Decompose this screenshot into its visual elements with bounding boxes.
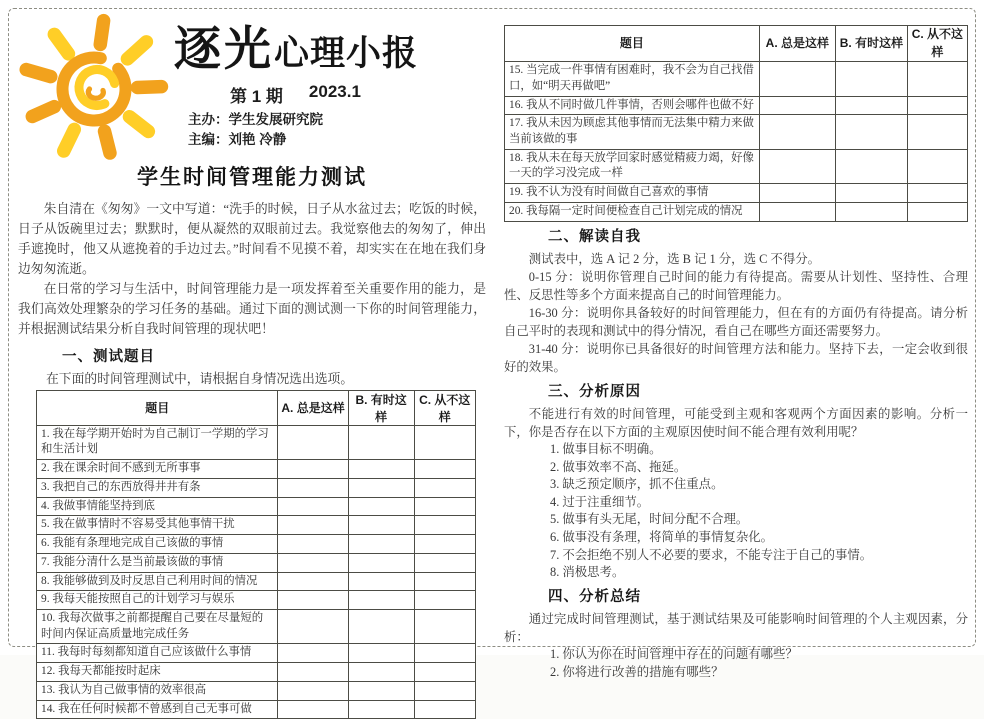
- left-column: [18, 13, 486, 715]
- answer-cell: [278, 700, 348, 719]
- question-text: 4. 我做事情能坚持到底: [37, 497, 278, 516]
- host-line: 主办：学生发展研究院: [188, 112, 323, 127]
- question-text: 13. 我认为自己做事情的效率很高: [37, 681, 278, 700]
- question-row: [37, 460, 476, 479]
- question-table-right: [504, 25, 968, 222]
- interpret-paragraph: 0-15 分：说明你管理自己时间的能力有待提高。需要从计划性、坚持性、合理性、反思性等多个方面来提高自己的时间管理能力。: [504, 269, 968, 303]
- interpret-paragraph: 31-40 分：说明你已具备很好的时间管理方法和能力。坚持下去，一定会收到很好的效果。: [504, 342, 968, 375]
- answer-cell: [759, 184, 835, 203]
- answer-cell: [348, 460, 414, 479]
- question-text: 8. 我能够做到及时反思自己利用时间的情况: [37, 572, 278, 591]
- answer-cell: [414, 425, 475, 459]
- cause-item: 6. 做事没有条理，将简单的事情复杂化。: [550, 529, 774, 544]
- page-content: [18, 13, 968, 715]
- answer-cell: [759, 96, 835, 115]
- answer-cell: [907, 96, 967, 115]
- question-text: 11. 我每时每刻都知道自己应该做什么事情: [37, 644, 278, 663]
- question-text: 7. 我能分清什么是当前最该做的事情: [37, 553, 278, 572]
- answer-cell: [836, 115, 908, 149]
- column-header-option: B. 有时这样: [348, 390, 414, 425]
- question-row: [37, 572, 476, 591]
- question-text: 1. 我在每学期开始时为自己制订一学期的学习和生活计划: [37, 425, 278, 459]
- summary-item: 1. 你认为你在时间管理中存在的问题有哪些？: [550, 647, 798, 662]
- question-table-left: [36, 390, 476, 719]
- newsletter-title: [174, 22, 419, 75]
- question-row: [37, 663, 476, 682]
- answer-cell: [836, 62, 908, 96]
- column-header-option: C. 从不这样: [907, 26, 967, 62]
- answer-cell: [278, 591, 348, 610]
- question-row: [37, 478, 476, 497]
- question-text: 5. 我在做事情时不容易受其他事情干扰: [37, 516, 278, 535]
- cause-item: 5. 做事有头无尾，时间分配不合理。: [550, 512, 749, 527]
- answer-cell: [836, 184, 908, 203]
- cause-item: 2. 做事效率不高、拖延。: [550, 459, 687, 474]
- question-row: [37, 610, 476, 644]
- question-row: [37, 516, 476, 535]
- answer-cell: [836, 202, 908, 221]
- column-header-option: C. 从不这样: [414, 390, 475, 425]
- answer-cell: [414, 610, 475, 644]
- summary-intro: 通过完成时间管理测试，基于测试结果及可能影响时间管理的个人主观因素，分析：: [504, 611, 968, 645]
- brand-text: 逐光: [174, 22, 274, 75]
- question-text: 12. 我每天都能按时起床: [37, 663, 278, 682]
- answer-cell: [414, 591, 475, 610]
- cause-item: 8. 消极思考。: [550, 565, 625, 580]
- answer-cell: [414, 553, 475, 572]
- answer-cell: [348, 497, 414, 516]
- answer-cell: [278, 644, 348, 663]
- section-heading-causes: 三、分析原因: [548, 383, 641, 400]
- question-row: [37, 497, 476, 516]
- answer-cell: [414, 478, 475, 497]
- question-row: [505, 184, 968, 203]
- question-row: [505, 96, 968, 115]
- column-header-option: B. 有时这样: [836, 26, 908, 62]
- question-text: 3. 我把自己的东西放得井井有条: [37, 478, 278, 497]
- column-header-question: 题目: [505, 26, 760, 62]
- answer-cell: [278, 460, 348, 479]
- question-text: 10. 我每次做事之前都提醒自己要在尽量短的时间内保证高质量地完成任务: [37, 610, 278, 644]
- answer-cell: [414, 663, 475, 682]
- interpret-paragraphs: [504, 250, 968, 377]
- question-text: 2. 我在课余时间不感到无所事事: [37, 460, 278, 479]
- answer-cell: [348, 644, 414, 663]
- answer-cell: [348, 700, 414, 719]
- column-header-option: A. 总是这样: [278, 390, 348, 425]
- cause-item-list: [504, 441, 968, 582]
- interpret-paragraph: 16-30 分：说明你具备较好的时间管理能力，但在有的方面仍有待提高。请分析自己平时的表现和测试中的得分情况，看自己在哪些方面还需要努力。: [504, 306, 968, 339]
- answer-cell: [414, 644, 475, 663]
- cause-item: 4. 过于注重细节。: [550, 494, 650, 509]
- answer-cell: [348, 572, 414, 591]
- question-text: 14. 我在任何时候都不曾感到自己无事可做: [37, 700, 278, 719]
- intro-paragraph-1: 朱自清在《匆匆》一文中写道：“洗手的时候，日子从水盆过去；吃饭的时候，日子从饭碗里过去；默默时，便从凝然的双眼前过去。我觉察他去的匆匆了，伸出手遮挽时，他又从遮挽着的手边过去。”时间看不见摸不着，却实实在在地在我们身边匆匆流逝。: [18, 202, 486, 276]
- interpret-paragraph: 测试表中，选 A 记 2 分，选 B 记 1 分，选 C 不得分。: [528, 251, 820, 266]
- answer-cell: [759, 62, 835, 96]
- answer-cell: [278, 497, 348, 516]
- section-heading-interpret: 二、解读自我: [548, 228, 641, 245]
- table-header-row: [505, 26, 968, 62]
- question-text: 6. 我能有条理地完成自己该做的事情: [37, 535, 278, 554]
- intro-paragraph-2: 在日常的学习与生活中，时间管理能力是一项发挥着至关重要作用的能力，是我们高效处理繁杂的学习任务的基础。通过下面的测试测一下你的时间管理能力，并根据测试结果分析自我时间管理的现状吧！: [18, 281, 486, 336]
- answer-cell: [836, 149, 908, 183]
- section-heading-test-items: 一、测试题目: [62, 348, 155, 365]
- answer-cell: [348, 610, 414, 644]
- answer-cell: [907, 184, 967, 203]
- answer-cell: [348, 681, 414, 700]
- question-row: [505, 62, 968, 96]
- answer-cell: [348, 478, 414, 497]
- answer-cell: [348, 663, 414, 682]
- answer-cell: [278, 572, 348, 591]
- answer-cell: [414, 700, 475, 719]
- column-header-option: A. 总是这样: [759, 26, 835, 62]
- answer-cell: [759, 149, 835, 183]
- question-row: [37, 644, 476, 663]
- answer-cell: [414, 460, 475, 479]
- answer-cell: [278, 663, 348, 682]
- answer-cell: [907, 115, 967, 149]
- table-header-row: [37, 390, 476, 425]
- question-text: 19. 我不认为没有时间做自己喜欢的事情: [505, 184, 760, 203]
- answer-cell: [414, 681, 475, 700]
- answer-cell: [414, 572, 475, 591]
- title-rest-text: 心理小报: [274, 34, 419, 73]
- question-row: [37, 535, 476, 554]
- summary-item-list: [504, 646, 968, 681]
- cause-item: 7. 不会拒绝不别人不必要的要求，不能专注于自己的事情。: [550, 547, 873, 562]
- issue-number: 第 1 期: [230, 87, 283, 106]
- question-row: [505, 149, 968, 183]
- answer-cell: [278, 553, 348, 572]
- answer-cell: [348, 425, 414, 459]
- question-text: 18. 我从未在每天放学回家时感觉精疲力竭，好像一天的学习没完成一样: [505, 149, 760, 183]
- question-row: [505, 202, 968, 221]
- question-text: 20. 我每隔一定时间便检查自己计划完成的情况: [505, 202, 760, 221]
- cause-item: 1. 做事目标不明确。: [550, 441, 662, 456]
- question-row: [505, 115, 968, 149]
- masthead-text: [170, 13, 418, 151]
- answer-cell: [348, 591, 414, 610]
- issue-date: 2023.1: [308, 82, 361, 101]
- question-row: [37, 681, 476, 700]
- editor-line: 主编：刘艳 冷静: [188, 132, 287, 148]
- answer-cell: [414, 516, 475, 535]
- answer-cell: [278, 425, 348, 459]
- answer-cell: [348, 516, 414, 535]
- question-row: [37, 553, 476, 572]
- intro-paragraphs: [18, 200, 486, 340]
- answer-cell: [414, 535, 475, 554]
- answer-cell: [759, 115, 835, 149]
- main-title: 学生时间管理能力测试: [137, 166, 367, 189]
- answer-cell: [759, 202, 835, 221]
- answer-cell: [836, 96, 908, 115]
- answer-cell: [907, 149, 967, 183]
- question-text: 15. 当完成一件事情有困难时，我不会为自己找借口，如“明天再做吧”: [505, 62, 760, 96]
- answer-cell: [907, 202, 967, 221]
- question-text: 9. 我每天能按照自己的计划学习与娱乐: [37, 591, 278, 610]
- table-caption: 在下面的时间管理测试中，请根据自身情况选出选项。: [46, 371, 354, 386]
- causes-intro: 不能进行有效的时间管理，可能受到主观和客观两个方面因素的影响。分析一下，你是否存在以下方面的主观原因使时间不能合理有效利用呢？: [504, 406, 968, 439]
- cause-item: 3. 缺乏预定顺序，抓不住重点。: [550, 477, 724, 492]
- answer-cell: [278, 478, 348, 497]
- masthead: [18, 13, 486, 155]
- question-text: 17. 我从未因为顾虑其他事情而无法集中精力来做当前该做的事: [505, 115, 760, 149]
- answer-cell: [414, 497, 475, 516]
- question-row: [37, 425, 476, 459]
- issue-line: [230, 82, 418, 107]
- answer-cell: [278, 535, 348, 554]
- sun-logo-icon: [18, 11, 170, 161]
- question-text: 16. 我从不同时做几件事情，否则会哪件也做不好: [505, 96, 760, 115]
- answer-cell: [278, 516, 348, 535]
- column-header-question: 题目: [37, 390, 278, 425]
- right-column: [504, 13, 968, 679]
- answer-cell: [278, 681, 348, 700]
- answer-cell: [907, 62, 967, 96]
- question-row: [37, 700, 476, 719]
- answer-cell: [278, 610, 348, 644]
- answer-cell: [348, 553, 414, 572]
- section-heading-summary: 四、分析总结: [548, 588, 641, 605]
- answer-cell: [348, 535, 414, 554]
- summary-item: 2. 你将进行改善的措施有哪些？: [550, 664, 724, 679]
- question-row: [37, 591, 476, 610]
